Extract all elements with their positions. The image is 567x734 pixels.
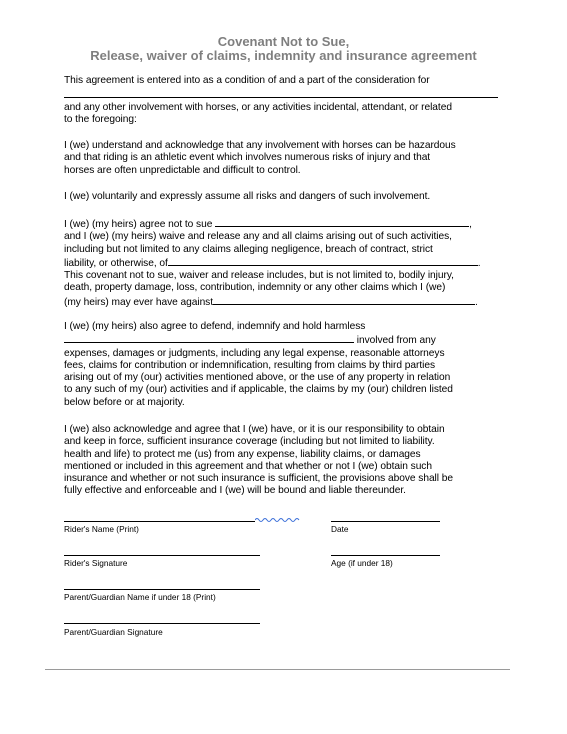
text-line: (my heirs) may ever have against — [64, 296, 214, 308]
text-line: below before or at majority. — [64, 396, 185, 408]
text-line: to the foregoing: — [64, 114, 137, 126]
text-line: I (we) (my heirs) also agree to defend, indemnify and hold harmless — [64, 321, 366, 332]
liability-of-blank[interactable] — [168, 256, 478, 266]
rider-signature-label: Rider's Signature — [64, 558, 128, 568]
paragraph-assume-risk — [64, 191, 504, 203]
text-line: insurance and whether or not such insurance is sufficient, the provisions above shall be — [64, 473, 453, 485]
text-line: I (we) (my heirs) agree not to sue — [64, 219, 213, 230]
text-line: This agreement is entered into as a condition of and a part of the consideration for — [64, 75, 430, 86]
claims-against-blank[interactable] — [213, 295, 475, 305]
text-line: fees, claims for contribution or indemnification, resulting from claims by third parties — [64, 359, 435, 371]
text-line: death, property damage, loss, contribution, indemnity or any other claims which I (we) — [64, 282, 446, 294]
rider-name-label: Rider's Name (Print) — [64, 524, 139, 534]
date-label: Date — [331, 524, 349, 534]
parent-name-line[interactable] — [64, 589, 260, 590]
document-title-line-2: Release, waiver of claims, indemnity and insurance agreement — [90, 48, 477, 63]
text-line: horses are often unpredictable and difficult to control. — [64, 164, 301, 176]
parent-signature-line[interactable] — [64, 623, 260, 624]
date-line[interactable] — [331, 521, 440, 522]
text-line: and keep in force, sufficient insurance coverage (including but not limited to liability. — [64, 436, 435, 448]
parent-name-label: Parent/Guardian Name if under 18 (Print) — [64, 592, 216, 602]
rider-name-line[interactable] — [64, 521, 255, 522]
text-line: I (we) understand and acknowledge that any involvement with horses can be hazardous — [64, 140, 456, 151]
text-line: mentioned or included in this agreement and that whether or not I (we) obtain such — [64, 460, 432, 472]
text-line: expenses, damages or judgments, including any legal expense, reasonable attorneys — [64, 347, 445, 359]
not-to-sue-blank[interactable] — [215, 217, 469, 227]
age-line[interactable] — [331, 555, 440, 556]
text-line: and any other involvement with horses, or any activities incidental, attendant, or related — [64, 102, 452, 113]
paragraph-covenant-not-to-sue: I (we) (my heirs) agree not to sue , and I (we) (my heirs) waive and release any and all claims arising out of such activities, including but not limited to any claims alleging negligence, breach of contract, strict liability, or otherwise, of . This covenant not to sue, waiver and release includes, but is not limited to, bodily injury, death, property damage, loss, contribution, indemnity or any other claims which I (we) (my heirs) may ever have against . — [64, 217, 504, 309]
hold-harmless-blank[interactable] — [64, 333, 354, 343]
rider-signature-line[interactable] — [64, 555, 260, 556]
paragraph-acknowledge-risk — [64, 140, 504, 177]
text-line: to any such of my (our) activities and if applicable, the claims by my (our) children listed — [64, 384, 453, 396]
text-line: liability, or otherwise, of — [64, 257, 168, 269]
text-line: and that riding is an athletic event which involves numerous risks of injury and that — [64, 152, 431, 164]
parent-signature-label: Parent/Guardian Signature — [64, 627, 163, 637]
age-label: Age (if under 18) — [331, 558, 393, 568]
consideration-blank-line[interactable] — [64, 97, 498, 98]
text-line: and I (we) (my heirs) waive and release any and all claims arising out of such activities, — [64, 231, 452, 243]
footer-divider — [45, 669, 510, 670]
spellcheck-squiggle-icon — [255, 517, 300, 523]
text-line: including but not limited to any claims alleging negligence, breach of contract, strict — [64, 243, 433, 255]
paragraph-consideration — [64, 75, 504, 87]
text-line: I (we) also acknowledge and agree that I (we) have, or it is our responsibility to obtain — [64, 424, 445, 435]
document-title-line-1: Covenant Not to Sue, — [217, 34, 350, 49]
paragraph-insurance — [64, 424, 504, 498]
text-line: involved from any — [356, 335, 436, 347]
text-line: This covenant not to sue, waiver and release includes, but is not limited to, bodily injury, — [64, 270, 454, 282]
text-line: fully effective and enforceable and I (we) will be bound and liable thereunder. — [64, 485, 406, 497]
paragraph-consideration-cont — [64, 102, 504, 127]
text-line: I (we) voluntarily and expressly assume all risks and dangers of such involvement. — [64, 191, 431, 202]
paragraph-indemnify — [64, 321, 504, 409]
text-line: health and life) to protect me (us) from any expense, liability claims, or damages — [64, 448, 421, 460]
text-line: arising out of my (our) activities mentioned above, or the use of any property in relation — [64, 372, 451, 384]
